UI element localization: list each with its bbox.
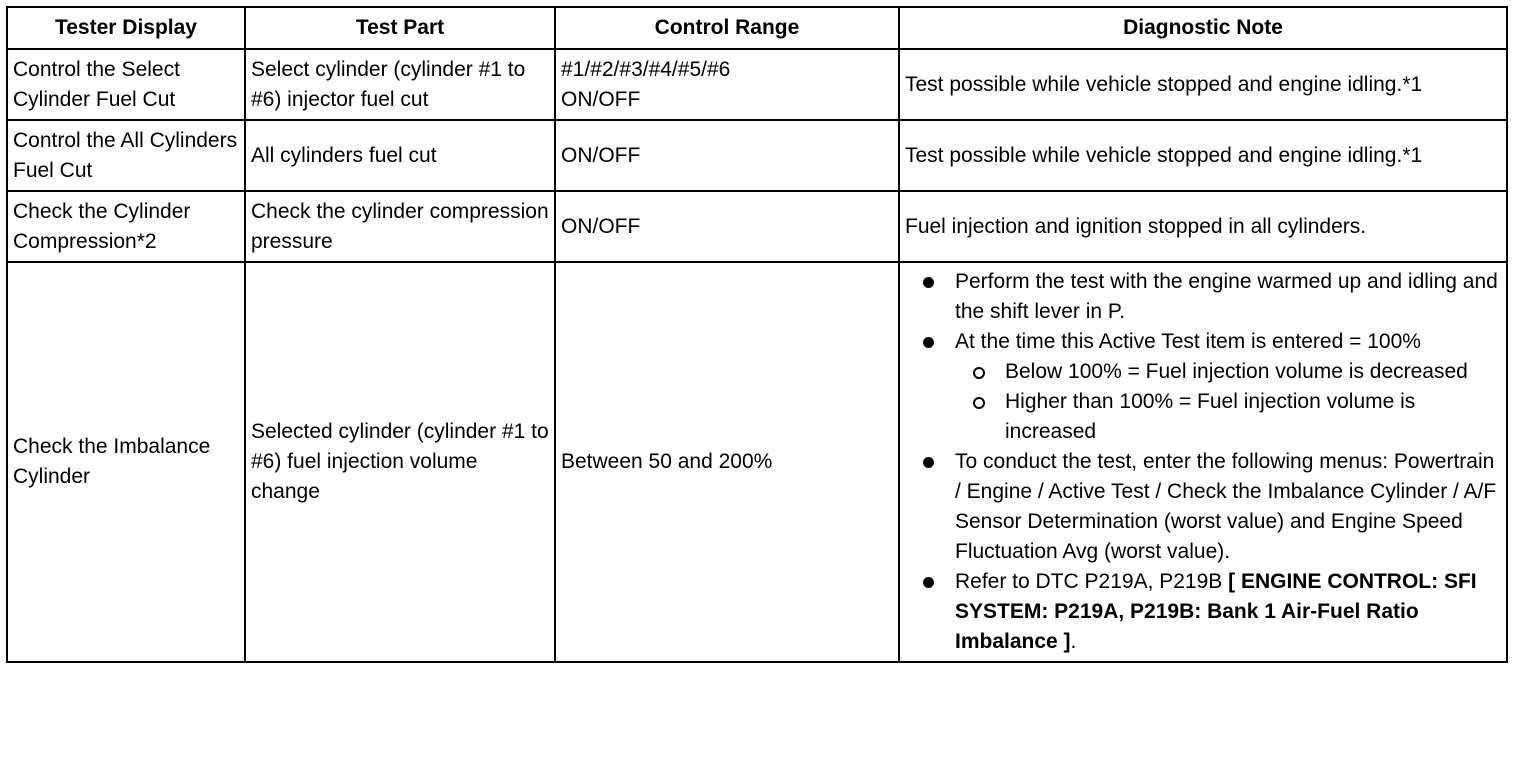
test-part-cell: Select cylinder (cylinder #1 to #6) injector fuel cut [245, 49, 555, 120]
table-row [7, 191, 1507, 262]
table-row [7, 120, 1507, 191]
diagnostic-note-list [905, 267, 1501, 657]
table-row [7, 49, 1507, 120]
control-range-cell [555, 49, 899, 120]
dtc-reference-link[interactable]: [ ENGINE CONTROL: SFI SYSTEM: P219A, P219B: Bank 1 Air-Fuel Ratio Imbalance ] [955, 570, 1477, 653]
tester-display-cell: Check the Cylinder Compression*2 [7, 191, 245, 262]
test-part-cell: Selected cylinder (cylinder #1 to #6) fuel injection volume change [245, 262, 555, 662]
header-control-range: Control Range [555, 7, 899, 49]
header-tester-display: Tester Display [7, 7, 245, 49]
diagnostic-note-cell: Fuel injection and ignition stopped in all cylinders. [899, 191, 1507, 262]
diagnostic-note-cell: Test possible while vehicle stopped and engine idling.*1 [899, 120, 1507, 191]
list-item: To conduct the test, enter the following menus: Powertrain / Engine / Active Test / Check the Imbalance Cylinder / A/F Sensor Determination (worst value) and Engine Speed Fluctuation Avg (worst value). [921, 447, 1501, 567]
test-part-cell: Check the cylinder compression pressure [245, 191, 555, 262]
control-range-line: ON/OFF [561, 87, 641, 111]
list-item [921, 327, 1501, 447]
header-test-part: Test Part [245, 7, 555, 49]
header-row [7, 7, 1507, 49]
list-item-text: . [1070, 630, 1077, 653]
tester-display-cell: Control the All Cylinders Fuel Cut [7, 120, 245, 191]
control-range-cell: ON/OFF [555, 120, 899, 191]
control-range-cell: ON/OFF [555, 191, 899, 262]
list-item-text: Refer to DTC P219A, P219B [955, 570, 1229, 593]
list-item [921, 567, 1501, 657]
diagnostic-note-cell: Test possible while vehicle stopped and engine idling.*1 [899, 49, 1507, 120]
tester-display-cell: Control the Select Cylinder Fuel Cut [7, 49, 245, 120]
sub-list-item: Higher than 100% = Fuel injection volume is increased [971, 387, 1501, 447]
control-range-line: #1/#2/#3/#4/#5/#6 [561, 57, 731, 81]
tester-display-cell: Check the Imbalance Cylinder [7, 262, 245, 662]
diagnostic-note-cell [899, 262, 1507, 662]
control-range-cell: Between 50 and 200% [555, 262, 899, 662]
header-diagnostic-note: Diagnostic Note [899, 7, 1507, 49]
sub-list-item: Below 100% = Fuel injection volume is decreased [971, 357, 1501, 387]
test-part-cell: All cylinders fuel cut [245, 120, 555, 191]
active-test-table [6, 6, 1508, 663]
list-item-text: At the time this Active Test item is entered = 100% [955, 330, 1421, 353]
table-row [7, 262, 1507, 662]
list-item: Perform the test with the engine warmed up and idling and the shift lever in P. [921, 267, 1501, 327]
sub-note-list [955, 357, 1501, 447]
